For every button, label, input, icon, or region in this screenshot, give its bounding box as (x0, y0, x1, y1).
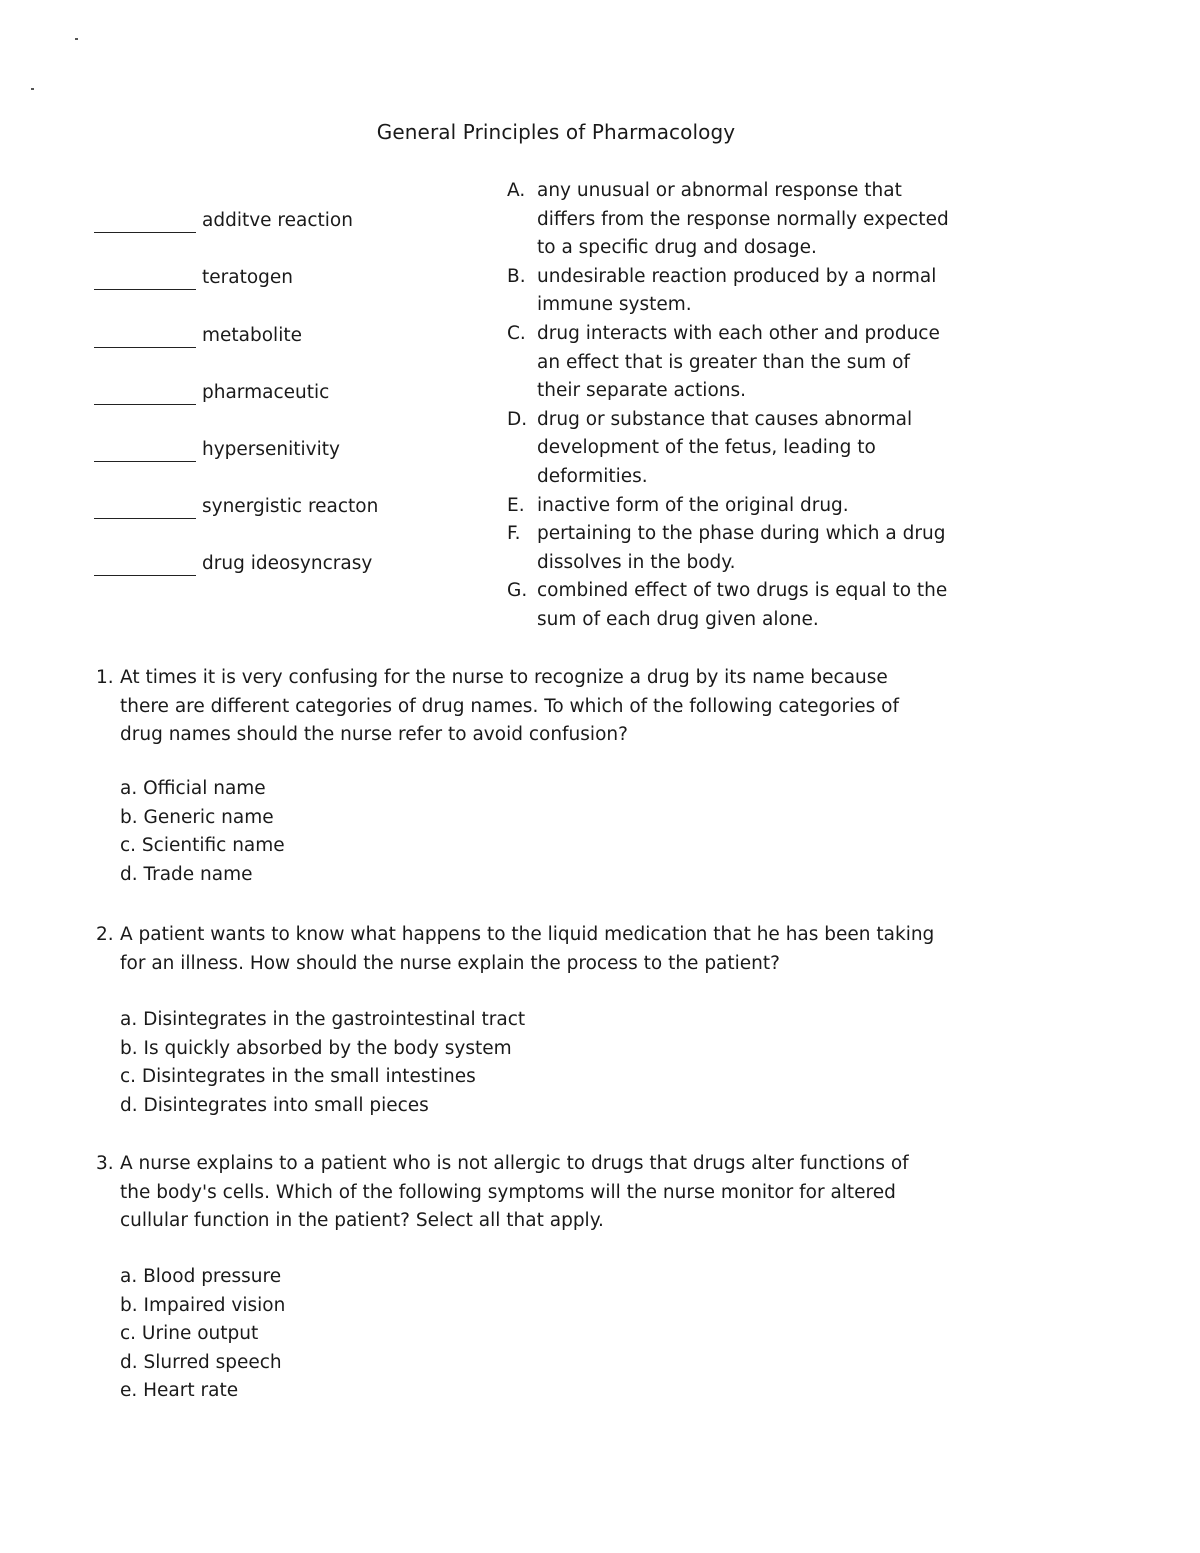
term-label: hypersenitivity (202, 438, 340, 460)
definition-letter: B. (507, 265, 526, 287)
definition-letter: F. (507, 523, 521, 545)
matching-terms (94, 176, 378, 576)
term-row (94, 405, 378, 462)
term-row (94, 176, 378, 233)
answer-option[interactable]: a. Official name (120, 778, 266, 799)
answer-option[interactable]: c. Disintegrates in the small intestines (120, 1066, 476, 1088)
answer-option[interactable]: d. Slurred speech (120, 1351, 282, 1373)
definition-text: inactive form of the original drug. (537, 494, 849, 516)
term-label: teratogen (202, 267, 294, 289)
term-row (94, 519, 378, 576)
definition-text: drug or substance that causes abnormal development of the fetus, leading to deformities. (537, 408, 913, 487)
definition-item (507, 177, 957, 263)
term-label: drug ideosyncrasy (202, 553, 373, 575)
answer-option[interactable]: b. Is quickly absorbed by the body system (120, 1037, 512, 1059)
definition-letter: C. (507, 322, 526, 344)
question-text: At times it is very confusing for the nurse to recognize a drug by its name because there are different categories of drug names. To which of the following categories of drug names should the nurse refer to avoid confusion? (120, 667, 900, 745)
term-row (94, 233, 378, 290)
answer-blank[interactable] (94, 378, 196, 405)
scan-speck (75, 38, 78, 40)
question-stem (96, 921, 936, 978)
scan-speck (31, 88, 34, 90)
term-row (94, 348, 378, 405)
question-3 (96, 1150, 936, 1402)
answer-option[interactable]: d. Disintegrates into small pieces (120, 1094, 429, 1116)
answer-blank[interactable] (94, 321, 196, 348)
question-text: A nurse explains to a patient who is not allergic to drugs that drugs alter functions of the body's cells. Which of the following symptoms will the nurse monitor for altered cullular function in the patient? Select all that apply. (120, 1153, 909, 1231)
question-stem (96, 664, 936, 750)
answer-blank[interactable] (94, 206, 196, 233)
question-stem (96, 1150, 936, 1236)
answer-options (120, 775, 285, 889)
question-2 (96, 921, 936, 1116)
definition-item (507, 492, 957, 521)
definition-text: drug interacts with each other and produce an effect that is greater than the sum of their separate actions. (537, 322, 940, 402)
definition-text: undesirable reaction produced by a normal immune system. (537, 265, 937, 316)
term-label: metabolite (202, 324, 302, 346)
answer-options (120, 1263, 285, 1406)
matching-definitions (507, 177, 957, 635)
definition-text: pertaining to the phase during which a drug dissolves in the body. (537, 523, 946, 573)
answer-option[interactable]: d. Trade name (120, 863, 253, 885)
term-label: synergistic reacton (202, 496, 379, 518)
question-text: A patient wants to know what happens to the liquid medication that he has been taking for an illness. How should the nurse explain the process to the patient? (120, 924, 935, 974)
answer-option[interactable]: e. Heart rate (120, 1380, 239, 1402)
term-label: additve reaction (202, 210, 353, 232)
answer-option[interactable]: c. Scientific name (120, 835, 285, 857)
term-label: pharmaceutic (202, 381, 330, 403)
question-1 (96, 664, 936, 885)
definition-letter: D. (507, 408, 528, 430)
answer-blank[interactable] (94, 263, 196, 290)
question-number: 1. (96, 667, 114, 688)
definition-letter: E. (507, 494, 525, 516)
answer-option[interactable]: c. Urine output (120, 1323, 259, 1345)
answer-blank[interactable] (94, 435, 196, 462)
definition-item (507, 577, 957, 634)
question-number: 3. (96, 1153, 114, 1174)
definition-letter: G. (507, 580, 528, 602)
answer-option[interactable]: b. Impaired vision (120, 1294, 286, 1316)
definition-item (507, 320, 957, 406)
term-row (94, 462, 378, 519)
answer-options (120, 1006, 525, 1120)
definition-item (507, 263, 957, 320)
question-number: 2. (96, 924, 114, 945)
answer-option[interactable]: b. Generic name (120, 806, 274, 828)
answer-blank[interactable] (94, 492, 196, 519)
definition-letter: A. (507, 180, 526, 201)
page-title: General Principles of Pharmacology (376, 120, 736, 144)
definition-item (507, 520, 957, 577)
term-row (94, 290, 378, 347)
answer-option[interactable]: a. Blood pressure (120, 1266, 282, 1287)
definition-text: combined effect of two drugs is equal to the sum of each drug given alone. (537, 580, 948, 630)
definition-text: any unusual or abnormal response that differs from the response normally expected to a specific drug and dosage. (537, 180, 949, 259)
definition-item (507, 406, 957, 492)
answer-option[interactable]: a. Disintegrates in the gastrointestinal tract (120, 1009, 526, 1030)
answer-blank[interactable] (94, 549, 196, 576)
